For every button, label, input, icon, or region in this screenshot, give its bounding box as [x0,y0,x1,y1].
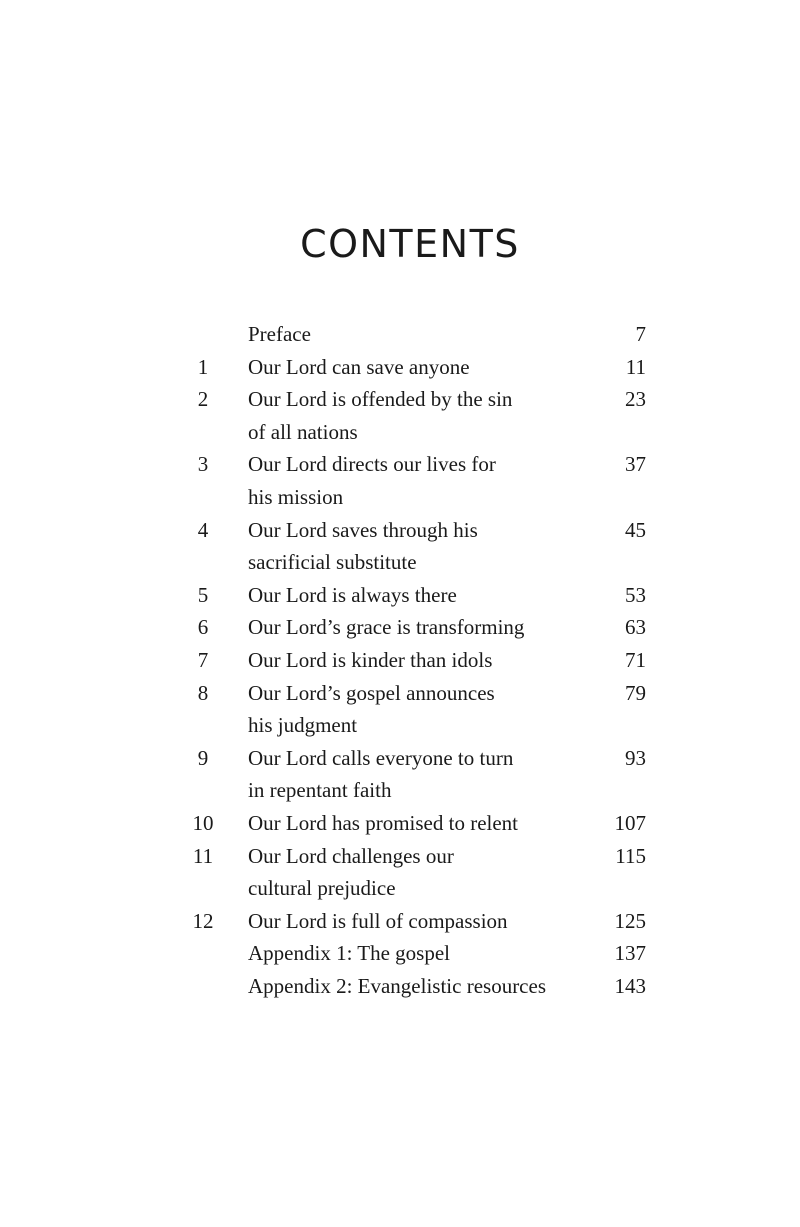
chapter-title-line: Our Lord is full of compassion [248,908,508,933]
chapter-title [248,840,552,905]
toc-entry [180,383,650,448]
chapter-title [248,318,552,351]
page-number: 143 [614,973,646,998]
toc-entry [180,351,650,384]
chapter-title-line: Our Lord is kinder than idols [248,647,493,672]
chapter-title-line: in repentant faith [248,778,392,803]
chapter-title-line: of all nations [248,419,358,444]
page-number: 71 [625,647,646,672]
page-number: 23 [625,387,646,412]
chapter-number: 3 [197,452,209,477]
page-number: 137 [614,941,646,966]
page-number: 53 [625,582,646,607]
chapter-number: 5 [197,582,209,607]
toc-entry [180,318,650,351]
chapter-title-line: Appendix 1: The gospel [248,941,451,966]
toc-entry [180,840,650,905]
chapter-number: 7 [197,647,209,672]
chapter-title [248,742,552,807]
toc-entry [180,905,650,938]
chapter-number: 8 [197,680,209,705]
chapter-title [248,905,552,938]
chapter-number: 12 [192,908,214,933]
page-number: 7 [635,322,646,346]
page-number: 79 [625,680,646,705]
page-number: 125 [614,908,646,933]
chapter-title-line: his judgment [248,713,358,738]
chapter-number: 10 [192,810,214,835]
chapter-title-line: cultural prejudice [248,876,396,901]
chapter-title-line: Our Lord’s grace is transforming [248,615,525,640]
toc-entry [180,514,650,579]
page-number: 115 [615,843,646,868]
toc-entry [180,970,650,1003]
page-number: 93 [625,745,646,770]
toc-entry [180,742,650,807]
chapter-title [248,448,552,513]
chapter-title-line: his mission [248,484,344,509]
chapter-title-line: Our Lord’s gospel announces [248,680,495,705]
page-title: CONTENTS [300,222,520,266]
page-number: 107 [614,810,646,835]
chapter-title-line: Our Lord saves through his [248,517,478,542]
chapter-title [248,970,552,1003]
chapter-number: 2 [197,387,209,412]
chapter-number: 4 [197,517,209,542]
chapter-title [248,807,552,840]
chapter-title-line: Our Lord is always there [248,582,457,607]
chapter-title [248,351,552,384]
chapter-title [248,514,552,579]
chapter-title-line: Our Lord challenges our [248,843,454,868]
toc-entry [180,611,650,644]
chapter-title-line: Preface [248,322,311,346]
chapter-number: 1 [197,354,209,379]
table-of-contents [180,318,650,1002]
chapter-title-line: Our Lord can save anyone [248,354,470,379]
chapter-title-line: Our Lord has promised to relent [248,810,519,835]
toc-entry [180,937,650,970]
chapter-title [248,644,552,677]
page-number: 63 [625,615,646,640]
page-number: 11 [625,354,646,379]
chapter-number: 6 [197,615,209,640]
chapter-title [248,611,552,644]
chapter-number: 11 [192,843,214,868]
chapter-number: 9 [197,745,209,770]
toc-entry [180,677,650,742]
toc-entry [180,644,650,677]
chapter-title [248,383,552,448]
page-number: 37 [625,452,646,477]
chapter-title-line: sacrificial substitute [248,550,417,575]
toc-entry [180,448,650,513]
chapter-title-line: Our Lord is offended by the sin [248,387,513,412]
chapter-title-line: Our Lord calls everyone to turn [248,745,514,770]
toc-entry [180,579,650,612]
toc-entry [180,807,650,840]
chapter-title [248,677,552,742]
chapter-title [248,937,552,970]
page-number: 45 [625,517,646,542]
chapter-title-line: Appendix 2: Evangelistic resources [248,973,546,998]
chapter-title-line: Our Lord directs our lives for [248,452,496,477]
chapter-title [248,579,552,612]
